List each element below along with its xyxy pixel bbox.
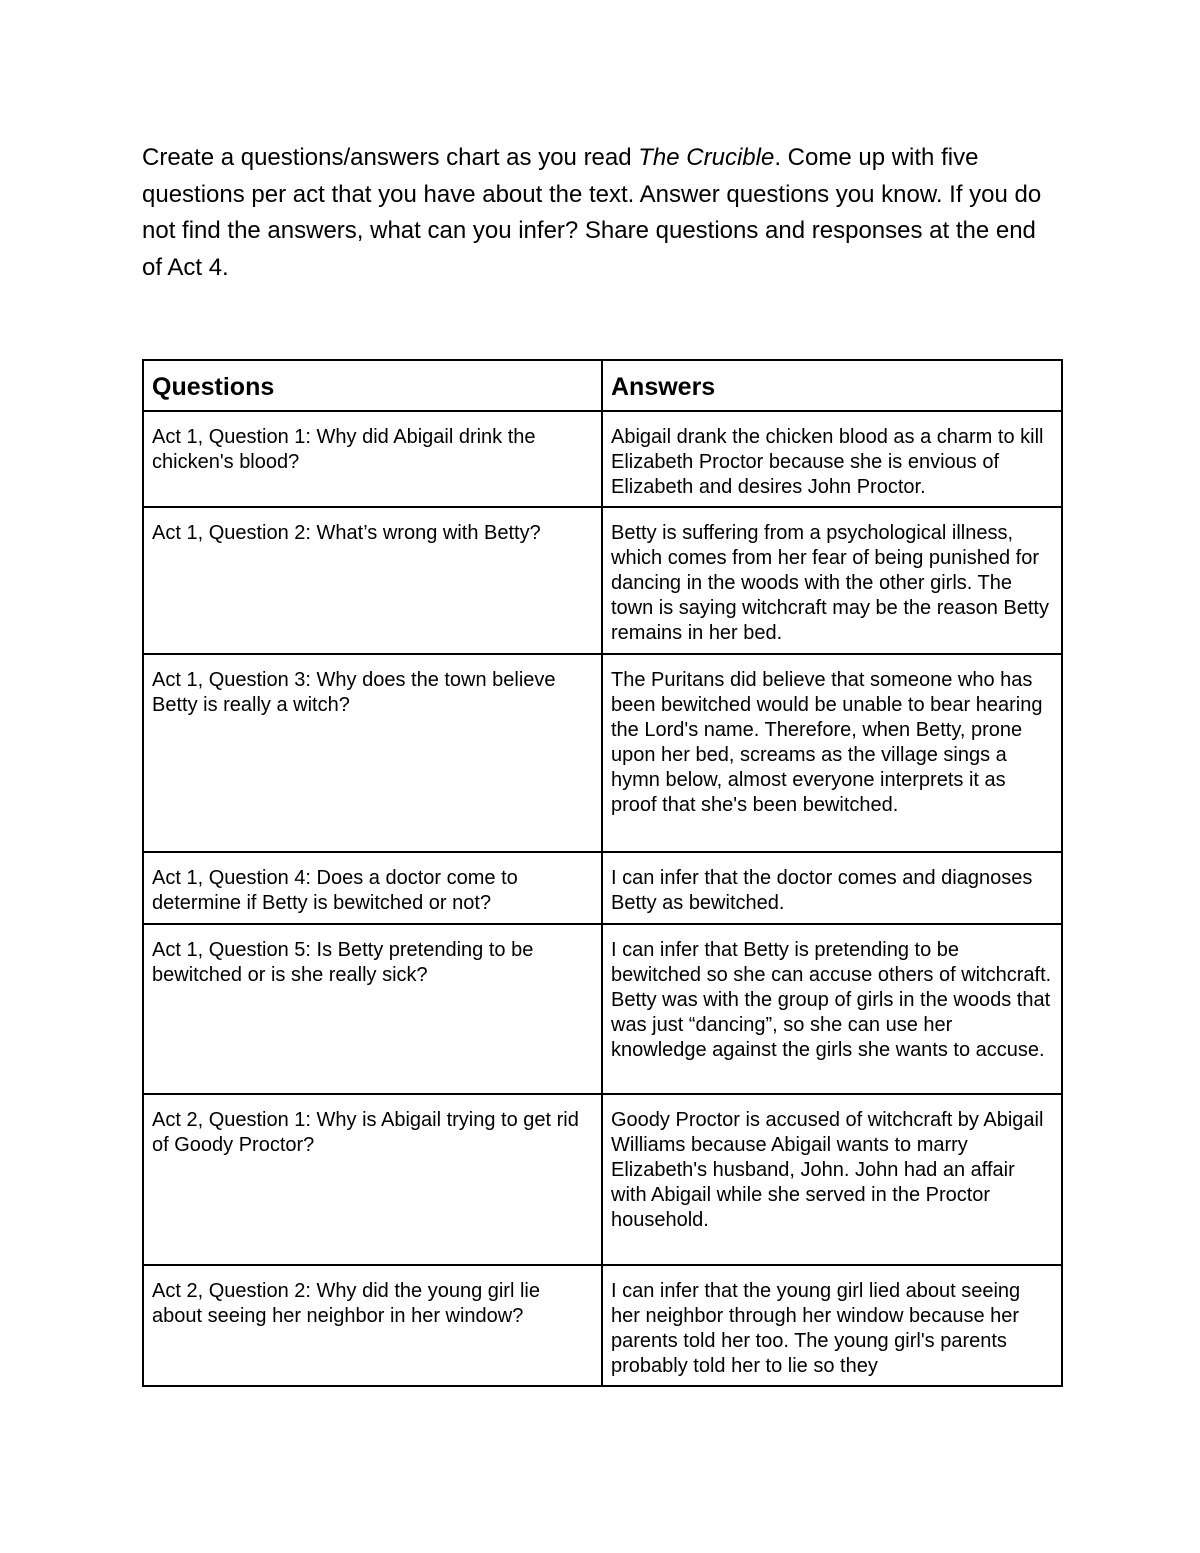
questions-answers-table (142, 359, 1063, 1387)
instructions-text-end: . Come up with five questions per act that you have about the text. Answer questions you know. If you do not find the answers, what can you infer? Share questions and responses at the end of Act 4. (142, 144, 1042, 281)
book-title: The Crucible (638, 144, 775, 171)
answer-cell: Betty is suffering from a psychological illness, which comes from her fear of being punished for dancing in the woods with the other girls. The town is saying witchcraft may be the reason Betty remains in her bed. (602, 507, 1062, 654)
answer-cell: Abigail drank the chicken blood as a charm to kill Elizabeth Proctor because she is envious of Elizabeth and desires John Proctor. (602, 411, 1062, 507)
table-header-row (143, 360, 1062, 411)
question-cell: Act 1, Question 4: Does a doctor come to determine if Betty is bewitched or not? (143, 852, 602, 924)
question-cell: Act 2, Question 2: Why did the young girl lie about seeing her neighbor in her window? (143, 1265, 602, 1386)
question-cell: Act 1, Question 2: What’s wrong with Betty? (143, 507, 602, 654)
answer-cell: I can infer that Betty is pretending to be bewitched so she can accuse others of witchcraft. Betty was with the group of girls in the woods that was just “dancing”, so she can use her knowledge against the girls she wants to accuse. (602, 924, 1062, 1094)
table-row (143, 654, 1062, 852)
table-row (143, 411, 1062, 507)
answer-cell: The Puritans did believe that someone who has been bewitched would be unable to bear hearing the Lord's name. Therefore, when Betty, prone upon her bed, screams as the village sings a hymn below, almost everyone interprets it as proof that she's been bewitched. (602, 654, 1062, 852)
table-row (143, 1094, 1062, 1265)
question-cell: Act 1, Question 1: Why did Abigail drink the chicken's blood? (143, 411, 602, 507)
questions-column-header: Questions (143, 360, 602, 411)
answer-cell: I can infer that the young girl lied about seeing her neighbor through her window because her parents told her too. The young girl's parents probably told her to lie so they (602, 1265, 1062, 1386)
question-cell: Act 1, Question 3: Why does the town believe Betty is really a witch? (143, 654, 602, 852)
answer-cell: I can infer that the doctor comes and diagnoses Betty as bewitched. (602, 852, 1062, 924)
answer-cell: Goody Proctor is accused of witchcraft by Abigail Williams because Abigail wants to marry Elizabeth's husband, John. John had an affair with Abigail while she served in the Proctor household. (602, 1094, 1062, 1265)
question-cell: Act 2, Question 1: Why is Abigail trying to get rid of Goody Proctor? (143, 1094, 602, 1265)
table-row (143, 507, 1062, 654)
question-cell: Act 1, Question 5: Is Betty pretending to be bewitched or is she really sick? (143, 924, 602, 1094)
table-row (143, 852, 1062, 924)
table-row (143, 1265, 1062, 1386)
table-row (143, 924, 1062, 1094)
instructions-paragraph (142, 140, 1062, 286)
instructions-text-start: Create a questions/answers chart as you read (142, 144, 639, 171)
answers-column-header: Answers (602, 360, 1062, 411)
